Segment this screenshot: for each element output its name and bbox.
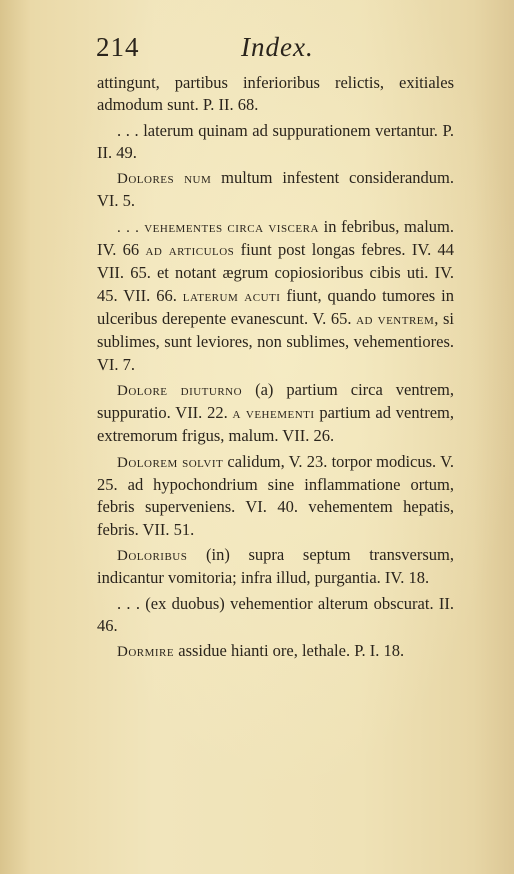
entry-text: (a) partium circa ventrem, suppuratio. VII. 22. (97, 379, 454, 423)
index-text (97, 72, 454, 663)
entry-text: . . . laterum quinam ad suppurationem vertantur. P. II. 49. (97, 120, 454, 162)
entry-text: . . . (ex duobus) vehementior alterum obscurat. II. 46. (97, 593, 454, 635)
entry-text: partium ad ventrem, extremorum frigus, malum. VII. 26. (97, 403, 454, 446)
entry-text: , si sublimes, sunt leviores, non sublimes, vehementiores. VI. 7. (97, 308, 454, 374)
index-entry (97, 72, 454, 117)
running-title: Index. (241, 32, 314, 62)
entry-lead: ad ventrem (356, 311, 435, 328)
entry-lead: . . . vehementes circa viscera (117, 219, 319, 236)
index-entry (97, 120, 454, 165)
index-entry (97, 544, 454, 590)
entry-lead: laterum acuti (182, 288, 281, 305)
entry-text: multum infestent considerandum. VI. 5. (97, 168, 454, 211)
index-entry (97, 640, 454, 663)
entry-lead: ad articulos (145, 243, 235, 260)
page-number: 214 (96, 32, 140, 62)
entry-lead: Dolorem solvit (117, 454, 224, 471)
index-entry (97, 451, 454, 541)
entry-text: calidum, V. 23. torpor modicus. V. 25. ad hypochondrium sine inflammatione ortum, febris superveniens. VI. 40. vehementem hepatis, febris. VII. 51. (97, 451, 454, 539)
entry-lead: Doloribus (117, 547, 188, 564)
entry-text: assidue hianti ore, lethale. P. I. 18. (174, 641, 405, 661)
entry-lead: Dolores num (117, 171, 212, 188)
entry-text: in febribus, malum. IV. 66 (97, 216, 454, 260)
entry-lead: Dolore diuturno (117, 382, 243, 399)
index-entry (97, 216, 454, 376)
entry-text: attingunt, partibus inferioribus relictis, exitiales admodum sunt. P. II. 68. (97, 73, 454, 115)
index-entry (97, 379, 454, 448)
index-entry (97, 593, 454, 638)
index-entry (97, 167, 454, 213)
entry-text: (in) supra septum transversum, indicantur vomitoria; infra illud, purgantia. IV. 18. (97, 544, 454, 588)
page-header (96, 30, 436, 70)
entry-lead: Dormire (117, 644, 175, 661)
entry-text: fiunt post longas febres. IV. 44 VII. 65. et notant ægrum copiosioribus cibis uti. IV. 45. VII. 66. (97, 240, 455, 305)
entry-text: fiunt, quando tumores in ulceribus derepente evanescunt. V. 65. (97, 285, 454, 328)
entry-lead: a vehementi (232, 406, 315, 423)
